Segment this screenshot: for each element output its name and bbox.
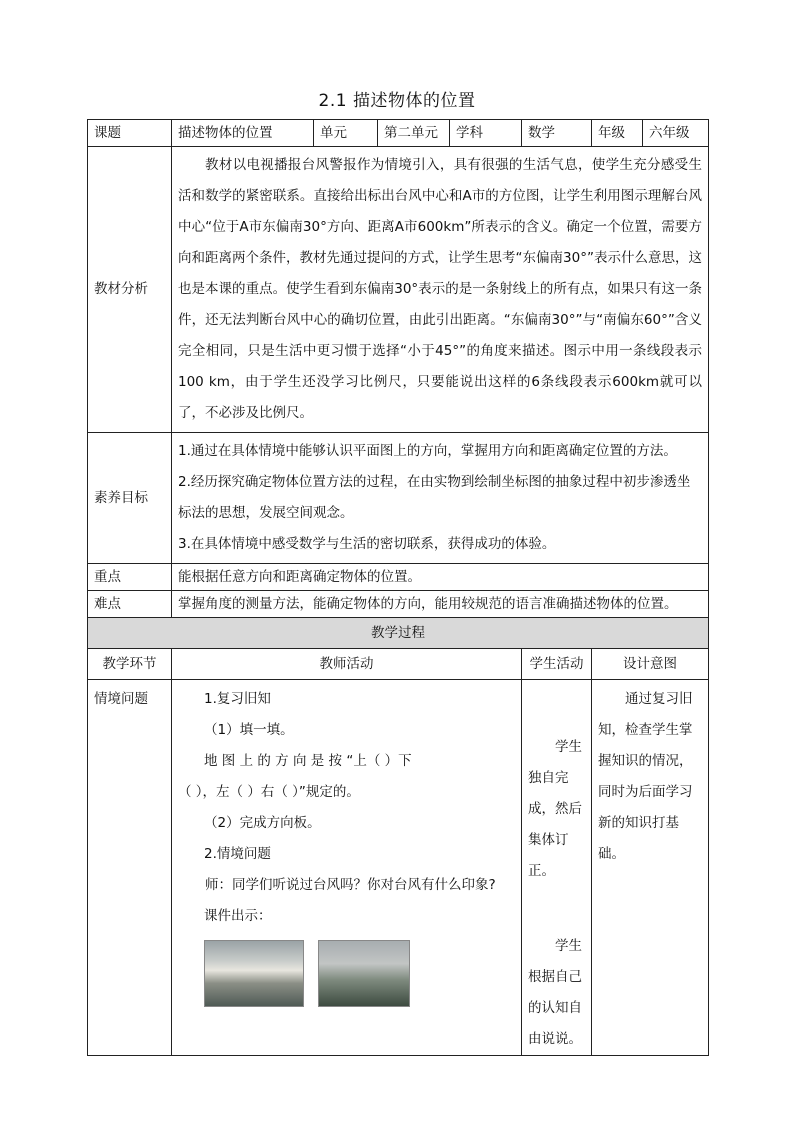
board-task: （2）完成方向板。 bbox=[204, 815, 321, 831]
situation-title: 2.情境问题 bbox=[204, 846, 271, 862]
teacher-question: 师：同学们听说过台风吗？你对台风有什么印象? bbox=[205, 877, 496, 893]
stage-cell: 情境问题 bbox=[88, 680, 172, 1056]
goal-item: 2.经历探究确定物体位置方法的过程，在由实物到绘制坐标图的抽象过程中初步渗透坐标法的思想，发展空间观念。 bbox=[178, 474, 691, 521]
goals-row bbox=[88, 433, 709, 564]
goals-label: 素养目标 bbox=[88, 433, 172, 564]
student-activity-2: 学生根据自己的认知自由说说。 bbox=[528, 938, 582, 1047]
column-header-stage: 教学环节 bbox=[88, 649, 172, 680]
column-header-teacher: 教师活动 bbox=[172, 649, 522, 680]
analysis-text: 教材以电视播报台风警报作为情境引入，具有很强的生活气息，使学生充分感受生活和数学的紧密联系。直接给出标出台风中心和A市的方位图，让学生利用图示理解台风中心“位于A市东偏南30°方向、距离A市600km”所表示的含义。确定一个位置，需要方向和距离两个条件，教材先通过提问的方式，让学生思考“东偏南30°”表示什么意思，这也是本课的重点。使学生看到东偏南30°表示的是一条射线上的所有点，如果只有这一条件，还无法判断台风中心的确切位置，由此引出距离。“东偏南30°”与“南偏东60°”含义完全相同，只是生活中更习惯于选择“小于45°”的角度来描述。图示中用一条线段表示100 km，由于学生还没学习比例尺，只要能说出这样的6条线段表示600km就可以了，不必涉及比例尺。 bbox=[172, 147, 709, 433]
document-title: 2.1 描述物体的位置 bbox=[318, 91, 476, 111]
unit-label: 单元 bbox=[314, 120, 378, 147]
difficulty-label: 难点 bbox=[88, 591, 172, 618]
key-point-label: 重点 bbox=[88, 564, 172, 591]
courseware-label: 课件出示： bbox=[204, 908, 272, 924]
goal-item: 1.通过在具体情境中能够认识平面图上的方向，掌握用方向和距离确定位置的方法。 bbox=[178, 443, 677, 459]
lesson-plan-table bbox=[87, 119, 709, 1056]
intent-cell bbox=[592, 680, 709, 1056]
subject-label: 学科 bbox=[450, 120, 522, 147]
fill-line-2: （ ），左（ ）右（ ）”规定的。 bbox=[178, 784, 360, 800]
goals-list bbox=[172, 433, 709, 564]
column-header-student: 学生活动 bbox=[522, 649, 592, 680]
student-activity-cell bbox=[522, 680, 592, 1056]
analysis-label: 教材分析 bbox=[88, 147, 172, 433]
student-activity-1: 学生独自完成，然后集体订正。 bbox=[528, 739, 582, 879]
goal-item: 3.在具体情境中感受数学与生活的密切联系，获得成功的体验。 bbox=[178, 536, 556, 552]
teacher-activity-cell bbox=[172, 680, 522, 1056]
grade-value: 六年级 bbox=[643, 120, 709, 147]
subject-value: 数学 bbox=[522, 120, 592, 147]
fill-line-1: 地 图 上 的 方 向 是 按 “上（ ）下 bbox=[204, 753, 412, 769]
key-point-text: 能根据任意方向和距离确定物体的位置。 bbox=[172, 564, 709, 591]
topic-label: 课题 bbox=[88, 120, 172, 147]
process-header-row bbox=[88, 618, 709, 649]
process-row bbox=[88, 680, 709, 1056]
grade-label: 年级 bbox=[592, 120, 643, 147]
courseware-images bbox=[178, 940, 515, 1007]
difficulty-text: 掌握角度的测量方法，能确定物体的方向，能用较规范的语言准确描述物体的位置。 bbox=[172, 591, 709, 618]
topic-value: 描述物体的位置 bbox=[172, 120, 314, 147]
typhoon-waves-image bbox=[204, 940, 304, 1007]
unit-value: 第二单元 bbox=[378, 120, 450, 147]
info-row bbox=[88, 120, 709, 147]
design-intent: 通过复习旧知，检查学生掌握知识的情况，同时为后面学习新的知识打基础。 bbox=[598, 691, 693, 862]
process-header: 教学过程 bbox=[88, 618, 709, 649]
typhoon-trees-image bbox=[318, 940, 410, 1007]
difficulty-row bbox=[88, 591, 709, 618]
column-header-intent: 设计意图 bbox=[592, 649, 709, 680]
key-point-row bbox=[88, 564, 709, 591]
analysis-row bbox=[88, 147, 709, 433]
process-column-headers bbox=[88, 649, 709, 680]
review-title: 1.复习旧知 bbox=[204, 691, 271, 707]
fill-title: （1）填一填。 bbox=[204, 722, 294, 738]
